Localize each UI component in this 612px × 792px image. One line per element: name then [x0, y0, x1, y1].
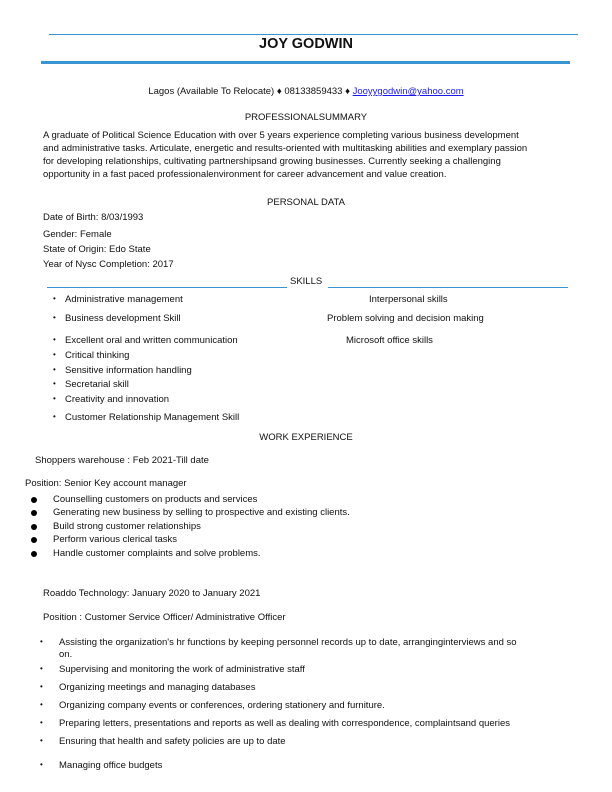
duty-item: Generating new business by selling to prospective and existing clients.: [53, 507, 350, 518]
bullet-icon: [31, 510, 37, 516]
bullet-icon: •: [53, 350, 56, 359]
skill-item: Microsoft office skills: [346, 335, 433, 346]
skill-item: Sensitive information handling: [65, 365, 192, 376]
bullet-icon: •: [53, 365, 56, 374]
summary-heading: PROFESSIONALSUMMARY: [244, 112, 368, 123]
duty-item: Organizing company events or conferences, ordering stationery and furniture.: [59, 700, 385, 711]
skill-item: Interpersonal skills: [369, 294, 448, 305]
personal-state: State of Origin: Edo State: [43, 244, 151, 255]
bullet-icon: •: [40, 637, 43, 646]
bullet-icon: •: [53, 379, 56, 388]
bullet-icon: [31, 537, 37, 543]
job-company: Shoppers warehouse : Feb 2021-Till date: [35, 455, 209, 466]
skill-item: Administrative management: [65, 294, 183, 305]
candidate-name: JOY GODWIN: [259, 36, 353, 52]
separator-icon: ♦: [276, 86, 282, 97]
skill-item: Excellent oral and written communication: [65, 335, 238, 346]
duty-item: Perform various clerical tasks: [53, 534, 178, 545]
personal-nysc: Year of Nysc Completion: 2017: [43, 259, 174, 270]
job-company: Roaddo Technology: January 2020 to January 2021: [43, 588, 261, 599]
personal-dob: Date of Birth: 8/03/1993: [43, 212, 144, 223]
summary-line: A graduate of Political Science Education with over 5 years experience completing various business development: [43, 130, 519, 141]
duty-item: Organizing meetings and managing databases: [59, 682, 256, 693]
skill-item: Business development Skill: [65, 313, 181, 324]
bullet-icon: •: [40, 664, 43, 673]
job-position: Position: Senior Key account manager: [25, 478, 187, 489]
summary-line: and administrative tasks. Articulate, energetic and results-oriented with multitasking abilities and exemplary passion: [43, 143, 528, 154]
skill-item: Problem solving and decision making: [327, 313, 484, 324]
duty-item-continued: on.: [59, 649, 73, 660]
contact-line: [0, 86, 612, 98]
separator-icon: ♦: [345, 86, 350, 97]
duty-item: Preparing letters, presentations and reports as well as dealing with correspondence, complaintsand queries: [59, 718, 510, 729]
bullet-icon: •: [53, 294, 56, 303]
bullet-icon: [31, 524, 37, 530]
skill-item: Customer Relationship Management Skill: [65, 412, 240, 423]
phone: 08133859433: [284, 86, 343, 97]
bullet-icon: •: [40, 718, 43, 727]
personal-gender: Gender: Female: [43, 229, 112, 240]
bullet-icon: •: [53, 394, 56, 403]
skills-rule-left: [47, 287, 287, 288]
work-heading: WORK EXPERIENCE: [259, 432, 353, 443]
duty-item: Ensuring that health and safety policies are up to date: [59, 736, 286, 747]
bullet-icon: [31, 497, 37, 503]
bullet-icon: •: [53, 335, 56, 344]
skills-rule-right: [328, 287, 568, 288]
bullet-icon: •: [40, 682, 43, 691]
bullet-icon: •: [53, 313, 56, 322]
skill-item: Secretarial skill: [65, 379, 129, 390]
bullet-icon: •: [53, 412, 56, 421]
summary-line: for developing relationships, cultivating partnershipsand growing businesses. Currently seeking a challenging: [43, 156, 501, 167]
duty-item: Counselling customers on products and services: [53, 494, 258, 505]
bullet-icon: •: [40, 736, 43, 745]
duty-item: Build strong customer relationships: [53, 521, 201, 532]
personal-heading: PERSONAL DATA: [267, 197, 345, 208]
bullet-icon: [31, 551, 37, 557]
location: Lagos (Available To Relocate): [148, 86, 275, 97]
skill-item: Creativity and innovation: [65, 394, 170, 405]
job-position: Position : Customer Service Officer/ Administrative Officer: [43, 612, 286, 623]
duty-item: Assisting the organization's hr functions by keeping personnel records up to date, arranginginterviews and so: [59, 637, 517, 648]
bullet-icon: •: [40, 760, 43, 769]
summary-line: opportunity in a fast paced professionalenvironment for career advancement and value creation.: [43, 169, 447, 180]
email-link[interactable]: Jooyygodwin@yahoo.com: [352, 86, 464, 97]
skill-item: Critical thinking: [65, 350, 130, 361]
header-rule: [41, 61, 570, 64]
bullet-icon: •: [40, 700, 43, 709]
duty-item: Handle customer complaints and solve problems.: [53, 548, 261, 559]
skills-heading: SKILLS: [290, 276, 323, 287]
duty-item: Managing office budgets: [59, 760, 163, 771]
duty-item: Supervising and monitoring the work of administrative staff: [59, 664, 305, 675]
